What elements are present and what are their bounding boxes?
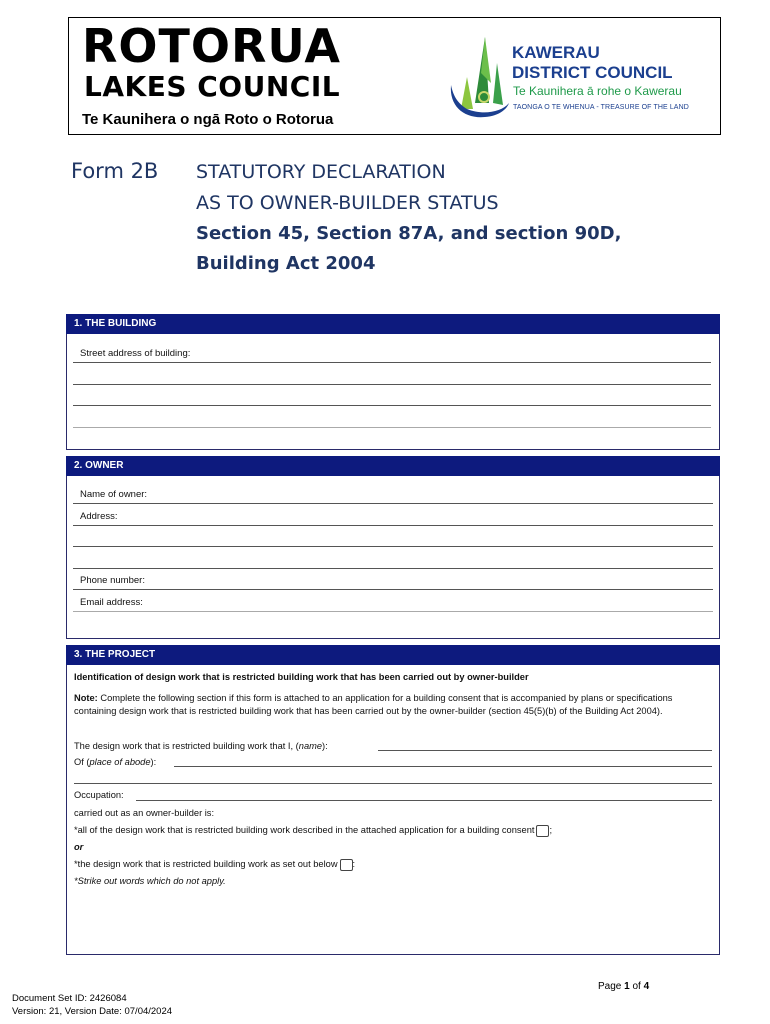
- kawerau-council-name: KAWERAU: [512, 43, 600, 62]
- page-title: STATUTORY DECLARATION: [196, 161, 446, 183]
- occupation-label: Occupation:: [74, 790, 124, 800]
- page-number: [598, 981, 649, 992]
- building-section: [66, 314, 720, 450]
- option-below-text: *the design work that is restricted building work as set out below: [74, 859, 338, 869]
- street-address-label: Street address of building:: [80, 348, 191, 359]
- document-set-id: Document Set ID: 2426084: [12, 993, 127, 1004]
- page-title-line2: AS TO OWNER-BUILDER STATUS: [196, 192, 499, 214]
- of-suffix: ):: [150, 757, 157, 767]
- building-section-header: 1. THE BUILDING: [66, 314, 720, 334]
- kawerau-maori-name: Te Kaunihera ā rohe o Kawerau: [513, 84, 682, 98]
- note-label: Note:: [74, 693, 98, 703]
- page-subtitle: Section 45, Section 87A, and section 90D,: [196, 223, 622, 244]
- abode-italic: place of abode: [89, 757, 151, 767]
- owner-address-label: Address:: [80, 511, 118, 522]
- form-number: Form 2B: [71, 159, 159, 183]
- page-of: of: [632, 981, 641, 992]
- design-work-suffix: ):: [322, 741, 328, 751]
- street-address-field[interactable]: [73, 362, 711, 363]
- phone-label: Phone number:: [80, 575, 145, 586]
- or-text: or: [74, 842, 84, 852]
- street-address-line-4[interactable]: [73, 427, 711, 428]
- option-all-end: ;: [549, 825, 553, 835]
- tree-logo-icon: [445, 33, 511, 121]
- page-subtitle-line2: Building Act 2004: [196, 253, 376, 274]
- identification-heading: Identification of design work that is restricted building work that has been carried out by owner-builder: [74, 672, 529, 682]
- owner-name-label: Name of owner:: [80, 489, 148, 500]
- option-all-text: *all of the design work that is restricted building work described in the attached application for a building consent: [74, 825, 535, 835]
- owner-address-line-3[interactable]: [73, 568, 713, 569]
- owner-address-field[interactable]: [73, 525, 713, 526]
- option-all-design-work: [74, 824, 714, 837]
- option-set-out-below: [74, 858, 714, 871]
- page-current: 1: [624, 981, 630, 992]
- of-prefix: Of (: [74, 757, 90, 767]
- note-paragraph: [74, 692, 716, 718]
- option-below-end: :: [352, 859, 356, 869]
- carried-out-text: carried out as an owner-builder is:: [74, 808, 215, 818]
- owner-section-header: 2. OWNER: [66, 456, 720, 476]
- page-prefix: Page: [598, 981, 622, 992]
- email-field[interactable]: [73, 611, 713, 612]
- occupation-field[interactable]: [136, 800, 712, 801]
- street-address-line-3[interactable]: [73, 405, 711, 406]
- declarant-name-field[interactable]: [378, 750, 712, 751]
- kawerau-council-name-line2: DISTRICT COUNCIL: [512, 63, 673, 82]
- option-below-checkbox[interactable]: [340, 859, 353, 871]
- kawerau-tagline: TAONGA O TE WHENUA - TREASURE OF THE LAND: [513, 104, 689, 111]
- rotorua-tagline: Te Kaunihera o ngā Roto o Rotorua: [82, 111, 334, 128]
- strike-out-note: *Strike out words which do not apply.: [74, 876, 226, 886]
- abode-field-line-2[interactable]: [74, 783, 712, 784]
- rotorua-council-name: ROTORUA: [82, 19, 341, 73]
- phone-field[interactable]: [73, 589, 713, 590]
- page-total: 4: [643, 981, 650, 992]
- rotorua-council-name-line2: LAKES COUNCIL: [84, 70, 341, 103]
- note-text: Complete the following section if this form is attached to an application for a building consent that is accompanied by plans or specifications containing design work that is restricted building work that has been carried out by the owner-builder (section 45(5)(b) of the Building Act 2004).: [74, 693, 673, 716]
- design-work-label: [74, 740, 328, 753]
- option-all-checkbox[interactable]: [536, 825, 549, 837]
- project-section-header: 3. THE PROJECT: [66, 645, 720, 665]
- design-work-prefix: The design work that is restricted building work that I, (: [74, 741, 299, 751]
- owner-name-field[interactable]: [73, 503, 713, 504]
- document-version: Version: 21, Version Date: 07/04/2024: [12, 1006, 173, 1017]
- name-italic: name: [298, 741, 323, 751]
- street-address-line-2[interactable]: [73, 384, 711, 385]
- abode-field[interactable]: [174, 766, 712, 767]
- owner-address-line-2[interactable]: [73, 546, 713, 547]
- email-label: Email address:: [80, 597, 143, 608]
- abode-label: [74, 756, 156, 769]
